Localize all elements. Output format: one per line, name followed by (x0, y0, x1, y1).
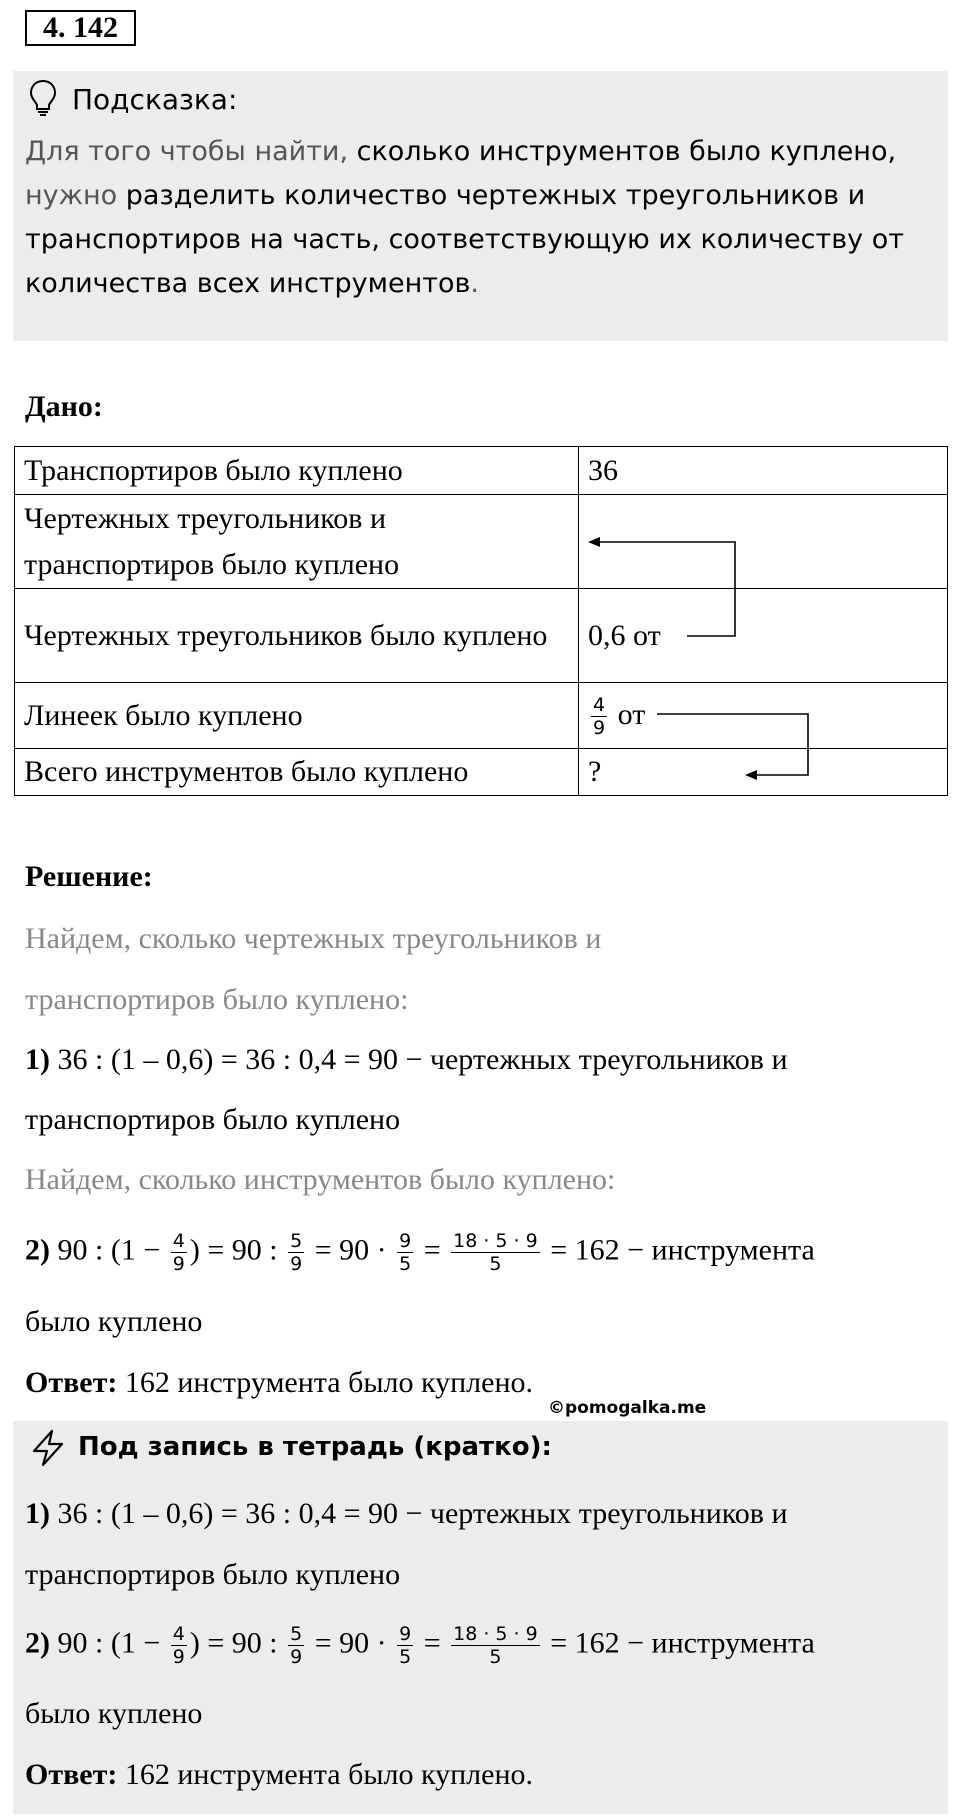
solution-title: Решение: (25, 860, 153, 893)
arrow-icon (598, 542, 735, 636)
fraction: $\frac{5}{9}$ (290, 1230, 303, 1275)
short-answer: Ответ: 162 инструмента было куплено. (25, 1758, 534, 1791)
fraction: $\frac{5}{9}$ (290, 1623, 303, 1668)
arrow-icon (657, 714, 808, 775)
solution-step: 1) 36 : (1 – 0,6) = 36 : 0,4 = 90 − чертежных треугольников и (25, 1043, 788, 1076)
given-value: $\frac{4}{9}$ от (579, 683, 948, 749)
short-step: транспортиров было куплено (25, 1558, 401, 1591)
solution-step: было куплено (25, 1305, 203, 1338)
fraction: $\frac{9}{5}$ (399, 1230, 412, 1275)
table-arrows (0, 0, 960, 820)
hint-text-part: сколько инструментов было куплено, (356, 136, 897, 167)
hint-text-part: количества всех инструментов (25, 268, 471, 299)
hint-text-part: . (470, 268, 480, 299)
arrow-head-icon (588, 537, 600, 547)
short-step: было куплено (25, 1697, 203, 1730)
given-label: Чертежных треугольников было куплено (15, 589, 579, 683)
hint-text-part: нужно (25, 180, 126, 211)
solution-note: Найдем, сколько чертежных треугольников и (25, 922, 602, 955)
fraction: $\frac{4}{9}$ (593, 694, 606, 740)
fraction: $\frac{9}{5}$ (399, 1623, 412, 1668)
solution-step: транспортиров было куплено (25, 1103, 401, 1136)
watermark: ©pomogalka.me (548, 1398, 707, 1418)
given-value: 36 (579, 447, 948, 495)
given-label: Линеек было куплено (15, 683, 579, 749)
given-value: ? (579, 749, 948, 796)
arrow-head-icon (745, 770, 757, 780)
fraction: $\frac{18 \cdot 5 \cdot 9}{5}$ (453, 1230, 538, 1275)
given-value: 0,6 от (579, 589, 948, 683)
fraction: $\frac{4}{9}$ (172, 1230, 185, 1275)
problem-number: 4. 142 (25, 10, 136, 46)
hint-text-part: транспортиров на часть, соответствующую их количеству от (25, 224, 904, 255)
fraction: $\frac{18 \cdot 5 \cdot 9}{5}$ (453, 1623, 538, 1668)
lightning-icon (28, 1428, 68, 1468)
hint-text-part: разделить количество чертежных треугольников и (125, 180, 866, 211)
short-step: 2) 90 : (1 − $\frac{4}{9}$ ) = 90 : $\frac{5}{9}$ = 90 · $\frac{9}{5}$ = $\frac{18 \cdot 5 \cdot 9}{5}$ = 162 − инструмента (25, 1623, 815, 1668)
hint-title: Подсказка: (72, 83, 238, 116)
given-title: Дано: (25, 390, 103, 423)
solution-step: 2) 90 : (1 − $\frac{4}{9}$ ) = 90 : $\frac{5}{9}$ = 90 · $\frac{9}{5}$ = $\frac{18 \cdot 5 \cdot 9}{5}$ = 162 − инструмента (25, 1230, 815, 1275)
given-label: Транспортиров было куплено (15, 447, 579, 495)
short-title: Под запись в тетрадь (кратко): (78, 1432, 552, 1462)
fraction: $\frac{4}{9}$ (172, 1623, 185, 1668)
given-label: Всего инструментов было куплено (15, 749, 579, 796)
short-step: 1) 36 : (1 – 0,6) = 36 : 0,4 = 90 − чертежных треугольников и (25, 1497, 788, 1530)
solution-note: транспортиров было куплено: (25, 983, 409, 1016)
answer: Ответ: 162 инструмента было куплено. (25, 1366, 534, 1399)
hint-text-part: Для того чтобы найти, (25, 136, 357, 167)
solution-note: Найдем, сколько инструментов было куплено: (25, 1163, 616, 1196)
given-label: Чертежных треугольников и транспортиров было куплено (15, 495, 579, 589)
